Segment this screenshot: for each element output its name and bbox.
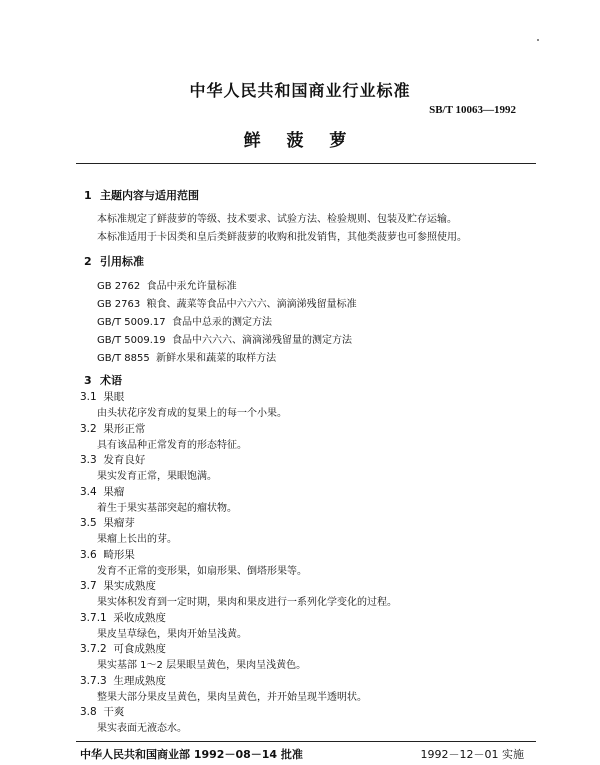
term-heading: [80, 484, 124, 499]
term-number: 3.7.3: [80, 674, 107, 687]
reference-code: GB 2762: [97, 281, 141, 292]
section-number: 3: [84, 374, 92, 387]
term-heading: [80, 704, 124, 719]
term-number: 3.7.2: [80, 643, 107, 655]
reference-code: GB/T 5009.17: [97, 317, 166, 328]
term-definition: 果实发育正常，果眼饱满。: [97, 471, 217, 482]
term-number: 3.6: [80, 548, 97, 561]
term-definition: 具有该品种正常发育的形态特征。: [97, 439, 247, 451]
term-definition: 整果大部分果皮呈黄色，果肉呈黄色，并开始呈现半透明状。: [97, 691, 367, 703]
reference-item: [97, 277, 237, 292]
term-name: 果形正常: [103, 422, 146, 435]
term-number: 3.7.1: [80, 611, 107, 624]
term-number: 3.2: [80, 422, 97, 435]
term-number: 3.7: [80, 580, 97, 592]
term-name: 采收成熟度: [113, 611, 166, 624]
reference-code: GB/T 8855: [97, 353, 150, 364]
term-name: 果实成熟度: [103, 580, 156, 592]
term-name: 干爽: [103, 706, 125, 718]
term-name: 果瘤芽: [103, 517, 135, 529]
term-definition: 着生于果实基部突起的瘤状物。: [97, 502, 237, 514]
section-3-heading: [84, 372, 122, 388]
term-heading: [80, 673, 166, 688]
term-name: 果眼: [103, 391, 125, 403]
reference-item: [97, 331, 352, 346]
term-number: 3.8: [80, 706, 97, 718]
reference-name: 粮食、蔬菜等食品中六六六、滴滴涕残留量标准: [146, 299, 357, 310]
term-name: 可食成熟度: [113, 643, 166, 655]
scan-speck: [537, 39, 539, 41]
header-divider: [76, 163, 536, 164]
reference-item: [97, 349, 276, 364]
term-heading: [80, 641, 166, 656]
term-heading: [80, 389, 124, 404]
section-title: 引用标准: [100, 255, 144, 268]
term-number: 3.3: [80, 454, 97, 466]
reference-item: [97, 295, 357, 310]
term-number: 3.4: [80, 485, 97, 498]
section-number: 2: [84, 255, 92, 268]
reference-name: 食品中总汞的测定方法: [171, 317, 272, 328]
term-definition: 果瘤上长出的芽。: [97, 534, 177, 545]
standard-number: SB/T 10063—1992: [429, 104, 516, 116]
reference-name: 新鲜水果和蔬菜的取样方法: [156, 353, 277, 364]
effective-date: 1992－12－01 实施: [420, 748, 524, 761]
reference-name: 食品中六六六、滴滴涕残留量的测定方法: [171, 335, 352, 346]
term-heading: [80, 547, 135, 562]
footer-divider: [76, 741, 536, 742]
reference-code: GB 2763: [97, 299, 141, 310]
reference-item: [97, 313, 272, 328]
term-heading: [80, 515, 135, 530]
paragraph: 本标准适用于卡因类和皇后类鲜菠萝的收购和批发销售，其他类菠萝也可参照使用。: [97, 232, 467, 243]
document-title: 鲜 菠 萝: [243, 131, 357, 151]
term-heading: [80, 610, 166, 625]
section-title: 主题内容与适用范围: [100, 189, 199, 202]
section-title: 术语: [100, 374, 122, 387]
section-number: 1: [84, 189, 92, 202]
term-definition: 发育不正常的变形果，如扇形果、倒塔形果等。: [97, 565, 307, 577]
term-heading: [80, 421, 145, 436]
term-definition: 果皮呈草绿色，果肉开始呈浅黄。: [97, 628, 247, 640]
term-name: 畸形果: [103, 548, 135, 561]
term-name: 果瘤: [103, 485, 125, 498]
reference-code: GB/T 5009.19: [97, 335, 166, 346]
reference-name: 食品中汞允许量标准: [146, 281, 237, 292]
term-name: 生理成熟度: [113, 674, 166, 687]
term-definition: 果实基部 1～2 层果眼呈黄色，果肉呈浅黄色。: [97, 660, 307, 671]
term-number: 3.1: [80, 391, 97, 403]
term-definition: 果实体积发育到一定时期，果肉和果皮进行一系列化学变化的过程。: [97, 597, 397, 608]
publisher-heading: 中华人民共和国商业行业标准: [189, 81, 411, 100]
term-definition: 果实表面无液态水。: [97, 723, 187, 734]
term-number: 3.5: [80, 517, 97, 529]
term-name: 发育良好: [103, 454, 146, 466]
section-2-heading: [84, 253, 144, 269]
paragraph: 本标准规定了鲜菠萝的等级、技术要求、试验方法、检验规则、包装及贮存运输。: [97, 214, 457, 225]
term-heading: [80, 578, 156, 593]
term-heading: [80, 452, 145, 467]
term-definition: 由头状花序发育成的复果上的每一个小果。: [97, 408, 287, 419]
section-1-heading: [84, 187, 199, 203]
approval-line: 中华人民共和国商业部 1992－08－14 批准: [80, 748, 303, 761]
